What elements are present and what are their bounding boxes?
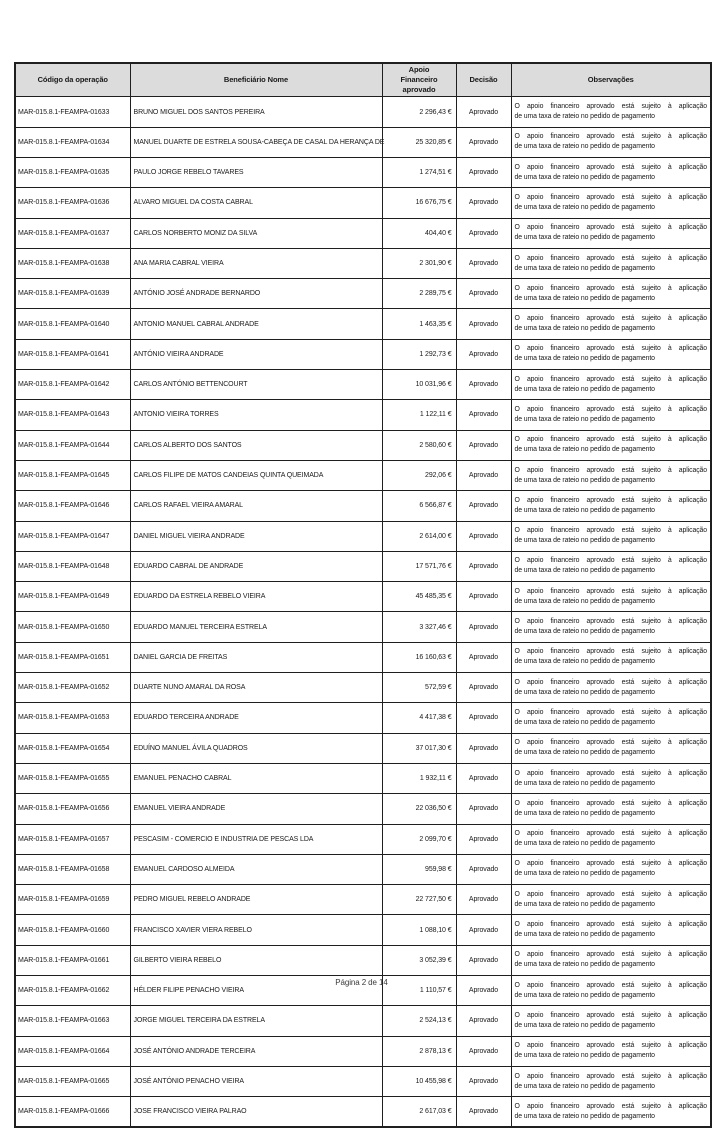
cell-apoio-financeiro: 22 727,50 € [382, 885, 456, 915]
cell-observacoes [511, 97, 711, 127]
observacao-linha-1: O apoio financeiro aprovado está sujeito à aplicação [514, 375, 707, 383]
cell-codigo-operacao: MAR-015.8.1-FEAMPA-01644 [15, 430, 130, 460]
cell-apoio-financeiro: 17 571,76 € [382, 551, 456, 581]
cell-decisao: Aprovado [456, 582, 511, 612]
observacao-linha-2: de uma taxa de rateio no pedido de pagamento [514, 1021, 655, 1029]
cell-decisao: Aprovado [456, 885, 511, 915]
cell-beneficiario-nome: PAULO JORGE REBELO TAVARES [130, 157, 382, 187]
cell-beneficiario-nome: CARLOS ANTÓNIO BETTENCOURT [130, 370, 382, 400]
cell-codigo-operacao: MAR-015.8.1-FEAMPA-01634 [15, 127, 130, 157]
observacao-linha-2: de uma taxa de rateio no pedido de pagamento [514, 809, 655, 817]
cell-decisao: Aprovado [456, 824, 511, 854]
cell-decisao: Aprovado [456, 460, 511, 490]
cell-observacoes [511, 551, 711, 581]
cell-beneficiario-nome: EDUARDO MANUEL TERCEIRA ESTRELA [130, 612, 382, 642]
table-row [15, 491, 711, 521]
cell-observacoes [511, 309, 711, 339]
observacao-linha-1: O apoio financeiro aprovado está sujeito à aplicação [514, 678, 707, 686]
cell-observacoes [511, 945, 711, 975]
cell-observacoes [511, 642, 711, 672]
cell-apoio-financeiro: 2 580,60 € [382, 430, 456, 460]
cell-codigo-operacao: MAR-015.8.1-FEAMPA-01645 [15, 460, 130, 490]
observacao-linha-1: O apoio financeiro aprovado está sujeito à aplicação [514, 860, 707, 868]
table-row [15, 248, 711, 278]
cell-decisao: Aprovado [456, 521, 511, 551]
observacao-linha-1: O apoio financeiro aprovado está sujeito à aplicação [514, 1102, 707, 1110]
cell-apoio-financeiro: 10 031,96 € [382, 370, 456, 400]
cell-beneficiario-nome: ALVARO MIGUEL DA COSTA CABRAL [130, 188, 382, 218]
cell-decisao: Aprovado [456, 491, 511, 521]
observacao-linha-1: O apoio financeiro aprovado está sujeito à aplicação [514, 284, 707, 292]
cell-apoio-financeiro: 2 617,03 € [382, 1097, 456, 1128]
col-header-observacoes: Observações [511, 63, 711, 97]
table-row [15, 1066, 711, 1096]
cell-observacoes [511, 1036, 711, 1066]
observacao-linha-1: O apoio financeiro aprovado está sujeito à aplicação [514, 466, 707, 474]
cell-apoio-financeiro: 292,06 € [382, 460, 456, 490]
table-row [15, 733, 711, 763]
observacao-linha-2: de uma taxa de rateio no pedido de pagamento [514, 840, 655, 848]
observacao-linha-1: O apoio financeiro aprovado está sujeito à aplicação [514, 527, 707, 535]
cell-decisao: Aprovado [456, 188, 511, 218]
observacao-linha-1: O apoio financeiro aprovado está sujeito à aplicação [514, 224, 707, 232]
cell-apoio-financeiro: 1 932,11 € [382, 763, 456, 793]
observacao-linha-1: O apoio financeiro aprovado está sujeito à aplicação [514, 557, 707, 565]
table-row [15, 824, 711, 854]
observacao-linha-1: O apoio financeiro aprovado está sujeito à aplicação [514, 496, 707, 504]
table-row [15, 97, 711, 127]
cell-codigo-operacao: MAR-015.8.1-FEAMPA-01633 [15, 97, 130, 127]
observacao-linha-2: de uma taxa de rateio no pedido de pagamento [514, 385, 655, 393]
table-row [15, 642, 711, 672]
observacao-linha-2: de uma taxa de rateio no pedido de pagamento [514, 567, 655, 575]
observacao-linha-1: O apoio financeiro aprovado está sujeito à aplicação [514, 1072, 707, 1080]
cell-beneficiario-nome: EMANUEL VIEIRA ANDRADE [130, 794, 382, 824]
cell-decisao: Aprovado [456, 157, 511, 187]
cell-apoio-financeiro: 2 099,70 € [382, 824, 456, 854]
cell-decisao: Aprovado [456, 794, 511, 824]
cell-decisao: Aprovado [456, 1066, 511, 1096]
cell-beneficiario-nome: EMANUEL PENACHO CABRAL [130, 763, 382, 793]
cell-decisao: Aprovado [456, 612, 511, 642]
cell-apoio-financeiro: 2 296,43 € [382, 97, 456, 127]
cell-codigo-operacao: MAR-015.8.1-FEAMPA-01658 [15, 854, 130, 884]
cell-observacoes [511, 188, 711, 218]
observacao-linha-2: de uma taxa de rateio no pedido de pagamento [514, 325, 655, 333]
cell-beneficiario-nome: DANIEL MIGUEL VIEIRA ANDRADE [130, 521, 382, 551]
cell-decisao: Aprovado [456, 945, 511, 975]
table-row [15, 885, 711, 915]
cell-beneficiario-nome: EDUARDO CABRAL DE ANDRADE [130, 551, 382, 581]
observacao-linha-2: de uma taxa de rateio no pedido de pagamento [514, 658, 655, 666]
table-row [15, 673, 711, 703]
table-row [15, 1097, 711, 1128]
observacao-linha-2: de uma taxa de rateio no pedido de pagamento [514, 234, 655, 242]
observacao-linha-2: de uma taxa de rateio no pedido de pagamento [514, 355, 655, 363]
observacao-linha-1: O apoio financeiro aprovado está sujeito à aplicação [514, 648, 707, 656]
cell-apoio-financeiro: 37 017,30 € [382, 733, 456, 763]
table-row [15, 945, 711, 975]
cell-beneficiario-nome: ANA MARIA CABRAL VIEIRA [130, 248, 382, 278]
cell-beneficiario-nome: EMANUEL CARDOSO ALMEIDA [130, 854, 382, 884]
cell-decisao: Aprovado [456, 400, 511, 430]
col-header-codigo-da-operacao: Código da operação [15, 63, 130, 97]
table-row [15, 1006, 711, 1036]
cell-observacoes [511, 521, 711, 551]
cell-beneficiario-nome: DUARTE NUNO AMARAL DA ROSA [130, 673, 382, 703]
observacao-linha-2: de uma taxa de rateio no pedido de pagamento [514, 597, 655, 605]
col-header-decisao: Decisão [456, 63, 511, 97]
cell-apoio-financeiro: 572,59 € [382, 673, 456, 703]
cell-codigo-operacao: MAR-015.8.1-FEAMPA-01648 [15, 551, 130, 581]
cell-codigo-operacao: MAR-015.8.1-FEAMPA-01636 [15, 188, 130, 218]
cell-apoio-financeiro: 2 301,90 € [382, 248, 456, 278]
cell-observacoes [511, 854, 711, 884]
cell-decisao: Aprovado [456, 763, 511, 793]
table-row [15, 582, 711, 612]
table-row [15, 551, 711, 581]
cell-codigo-operacao: MAR-015.8.1-FEAMPA-01659 [15, 885, 130, 915]
cell-decisao: Aprovado [456, 430, 511, 460]
observacao-linha-2: de uma taxa de rateio no pedido de pagamento [514, 870, 655, 878]
cell-observacoes [511, 218, 711, 248]
cell-codigo-operacao: MAR-015.8.1-FEAMPA-01635 [15, 157, 130, 187]
cell-observacoes [511, 673, 711, 703]
cell-apoio-financeiro: 3 327,46 € [382, 612, 456, 642]
table-row [15, 339, 711, 369]
cell-codigo-operacao: MAR-015.8.1-FEAMPA-01637 [15, 218, 130, 248]
observacao-linha-2: de uma taxa de rateio no pedido de pagamento [514, 688, 655, 696]
table-row [15, 370, 711, 400]
observacao-linha-1: O apoio financeiro aprovado está sujeito à aplicação [514, 951, 707, 959]
cell-observacoes [511, 1066, 711, 1096]
observacao-linha-2: de uma taxa de rateio no pedido de pagamento [514, 718, 655, 726]
observacao-linha-2: de uma taxa de rateio no pedido de pagamento [514, 173, 655, 181]
table-row [15, 309, 711, 339]
cell-apoio-financeiro: 1 088,10 € [382, 915, 456, 945]
observacao-linha-1: O apoio financeiro aprovado está sujeito à aplicação [514, 133, 707, 141]
header-row [15, 63, 711, 97]
col-header-apoio-financeiro-aprovado: Apoio Financeiro aprovado [382, 63, 456, 97]
cell-observacoes [511, 157, 711, 187]
cell-beneficiario-nome: CARLOS FILIPE DE MATOS CANDEIAS QUINTA QUEIMADA [130, 460, 382, 490]
cell-beneficiario-nome: FRANCISCO XAVIER VIERA REBELO [130, 915, 382, 945]
cell-codigo-operacao: MAR-015.8.1-FEAMPA-01641 [15, 339, 130, 369]
cell-decisao: Aprovado [456, 309, 511, 339]
observacao-linha-1: O apoio financeiro aprovado está sujeito à aplicação [514, 254, 707, 262]
observacao-linha-1: O apoio financeiro aprovado está sujeito à aplicação [514, 799, 707, 807]
cell-codigo-operacao: MAR-015.8.1-FEAMPA-01652 [15, 673, 130, 703]
cell-observacoes [511, 763, 711, 793]
table-body [15, 97, 711, 1128]
table-row [15, 1036, 711, 1066]
observacao-linha-2: de uma taxa de rateio no pedido de pagamento [514, 143, 655, 151]
cell-beneficiario-nome: JOSÉ ANTÓNIO ANDRADE TERCEIRA [130, 1036, 382, 1066]
cell-observacoes [511, 612, 711, 642]
observacao-linha-1: O apoio financeiro aprovado está sujeito à aplicação [514, 193, 707, 201]
cell-beneficiario-nome: EDUÍNO MANUEL ÁVILA QUADROS [130, 733, 382, 763]
cell-apoio-financeiro: 10 455,98 € [382, 1066, 456, 1096]
cell-observacoes [511, 279, 711, 309]
cell-codigo-operacao: MAR-015.8.1-FEAMPA-01649 [15, 582, 130, 612]
cell-beneficiario-nome: ANTONIO MANUEL CABRAL ANDRADE [130, 309, 382, 339]
cell-beneficiario-nome: CARLOS NORBERTO MONIZ DA SILVA [130, 218, 382, 248]
cell-beneficiario-nome: CARLOS RAFAEL VIEIRA AMARAL [130, 491, 382, 521]
observacao-linha-1: O apoio financeiro aprovado está sujeito à aplicação [514, 1011, 707, 1019]
cell-decisao: Aprovado [456, 1006, 511, 1036]
cell-decisao: Aprovado [456, 127, 511, 157]
cell-observacoes [511, 582, 711, 612]
observacao-linha-1: O apoio financeiro aprovado está sujeito à aplicação [514, 708, 707, 716]
table-row [15, 794, 711, 824]
cell-beneficiario-nome: PEDRO MIGUEL REBELO ANDRADE [130, 885, 382, 915]
cell-apoio-financeiro: 16 676,75 € [382, 188, 456, 218]
cell-beneficiario-nome: PESCASIM - COMERCIO E INDUSTRIA DE PESCAS LDA [130, 824, 382, 854]
cell-apoio-financeiro: 25 320,85 € [382, 127, 456, 157]
cell-codigo-operacao: MAR-015.8.1-FEAMPA-01655 [15, 763, 130, 793]
cell-observacoes [511, 127, 711, 157]
cell-codigo-operacao: MAR-015.8.1-FEAMPA-01639 [15, 279, 130, 309]
cell-observacoes [511, 703, 711, 733]
cell-observacoes [511, 491, 711, 521]
observacao-linha-2: de uma taxa de rateio no pedido de pagamento [514, 476, 655, 484]
cell-apoio-financeiro: 1 110,57 € [382, 975, 456, 1005]
cell-observacoes [511, 460, 711, 490]
table-row [15, 127, 711, 157]
cell-codigo-operacao: MAR-015.8.1-FEAMPA-01662 [15, 975, 130, 1005]
cell-codigo-operacao: MAR-015.8.1-FEAMPA-01653 [15, 703, 130, 733]
page-number: Página 2 de 14 [335, 978, 388, 987]
approvals-table [14, 62, 712, 1128]
cell-apoio-financeiro: 2 289,75 € [382, 279, 456, 309]
observacao-linha-2: de uma taxa de rateio no pedido de pagamento [514, 900, 655, 908]
cell-codigo-operacao: MAR-015.8.1-FEAMPA-01651 [15, 642, 130, 672]
cell-decisao: Aprovado [456, 642, 511, 672]
observacao-linha-2: de uma taxa de rateio no pedido de pagamento [514, 537, 655, 545]
cell-observacoes [511, 824, 711, 854]
observacao-linha-1: O apoio financeiro aprovado está sujeito à aplicação [514, 618, 707, 626]
cell-observacoes [511, 733, 711, 763]
cell-codigo-operacao: MAR-015.8.1-FEAMPA-01654 [15, 733, 130, 763]
observacao-linha-2: de uma taxa de rateio no pedido de pagamento [514, 628, 655, 636]
observacao-linha-1: O apoio financeiro aprovado está sujeito à aplicação [514, 315, 707, 323]
table-row [15, 157, 711, 187]
cell-decisao: Aprovado [456, 915, 511, 945]
observacao-linha-1: O apoio financeiro aprovado está sujeito à aplicação [514, 981, 707, 989]
cell-apoio-financeiro: 4 417,38 € [382, 703, 456, 733]
cell-observacoes [511, 248, 711, 278]
table-header [15, 63, 711, 97]
cell-observacoes [511, 1097, 711, 1128]
cell-codigo-operacao: MAR-015.8.1-FEAMPA-01657 [15, 824, 130, 854]
cell-codigo-operacao: MAR-015.8.1-FEAMPA-01664 [15, 1036, 130, 1066]
cell-beneficiario-nome: CARLOS ALBERTO DOS SANTOS [130, 430, 382, 460]
observacao-linha-2: de uma taxa de rateio no pedido de pagamento [514, 961, 655, 969]
table-row [15, 460, 711, 490]
table-row [15, 218, 711, 248]
cell-codigo-operacao: MAR-015.8.1-FEAMPA-01642 [15, 370, 130, 400]
cell-decisao: Aprovado [456, 975, 511, 1005]
cell-apoio-financeiro: 1 122,11 € [382, 400, 456, 430]
table-row [15, 854, 711, 884]
cell-observacoes [511, 794, 711, 824]
cell-decisao: Aprovado [456, 97, 511, 127]
table-row [15, 703, 711, 733]
cell-codigo-operacao: MAR-015.8.1-FEAMPA-01647 [15, 521, 130, 551]
cell-decisao: Aprovado [456, 551, 511, 581]
cell-observacoes [511, 339, 711, 369]
table-row [15, 612, 711, 642]
cell-beneficiario-nome: GILBERTO VIEIRA REBELO [130, 945, 382, 975]
cell-apoio-financeiro: 16 160,63 € [382, 642, 456, 672]
cell-decisao: Aprovado [456, 1097, 511, 1128]
observacao-linha-1: O apoio financeiro aprovado está sujeito à aplicação [514, 587, 707, 595]
cell-codigo-operacao: MAR-015.8.1-FEAMPA-01663 [15, 1006, 130, 1036]
observacao-linha-2: de uma taxa de rateio no pedido de pagamento [514, 203, 655, 211]
cell-codigo-operacao: MAR-015.8.1-FEAMPA-01656 [15, 794, 130, 824]
cell-decisao: Aprovado [456, 854, 511, 884]
observacao-linha-1: O apoio financeiro aprovado está sujeito à aplicação [514, 103, 707, 111]
table-row [15, 915, 711, 945]
table-row [15, 430, 711, 460]
observacao-linha-1: O apoio financeiro aprovado está sujeito à aplicação [514, 345, 707, 353]
cell-apoio-financeiro: 1 274,51 € [382, 157, 456, 187]
cell-decisao: Aprovado [456, 218, 511, 248]
observacao-linha-2: de uma taxa de rateio no pedido de pagamento [514, 991, 655, 999]
cell-decisao: Aprovado [456, 673, 511, 703]
observacao-linha-1: O apoio financeiro aprovado está sujeito à aplicação [514, 921, 707, 929]
observacao-linha-2: de uma taxa de rateio no pedido de pagamento [514, 113, 655, 121]
cell-beneficiario-nome: MANUEL DUARTE DE ESTRELA SOUSA-CABEÇA DE CASAL DA HERANÇA DE [130, 127, 382, 157]
cell-apoio-financeiro: 6 566,87 € [382, 491, 456, 521]
observacao-linha-2: de uma taxa de rateio no pedido de pagamento [514, 1082, 655, 1090]
table-row [15, 521, 711, 551]
cell-observacoes [511, 915, 711, 945]
observacao-linha-2: de uma taxa de rateio no pedido de pagamento [514, 446, 655, 454]
cell-apoio-financeiro: 404,40 € [382, 218, 456, 248]
cell-apoio-financeiro: 2 614,00 € [382, 521, 456, 551]
observacao-linha-1: O apoio financeiro aprovado está sujeito à aplicação [514, 1042, 707, 1050]
cell-codigo-operacao: MAR-015.8.1-FEAMPA-01665 [15, 1066, 130, 1096]
cell-apoio-financeiro: 2 524,13 € [382, 1006, 456, 1036]
cell-observacoes [511, 1006, 711, 1036]
cell-codigo-operacao: MAR-015.8.1-FEAMPA-01646 [15, 491, 130, 521]
observacao-linha-1: O apoio financeiro aprovado está sujeito à aplicação [514, 163, 707, 171]
observacao-linha-1: O apoio financeiro aprovado está sujeito à aplicação [514, 769, 707, 777]
table-row [15, 763, 711, 793]
cell-codigo-operacao: MAR-015.8.1-FEAMPA-01650 [15, 612, 130, 642]
observacao-linha-1: O apoio financeiro aprovado está sujeito à aplicação [514, 830, 707, 838]
cell-beneficiario-nome: ANTONIO VIEIRA TORRES [130, 400, 382, 430]
cell-codigo-operacao: MAR-015.8.1-FEAMPA-01643 [15, 400, 130, 430]
observacao-linha-2: de uma taxa de rateio no pedido de pagamento [514, 749, 655, 757]
observacao-linha-2: de uma taxa de rateio no pedido de pagamento [514, 506, 655, 514]
cell-apoio-financeiro: 1 463,35 € [382, 309, 456, 339]
cell-apoio-financeiro: 959,98 € [382, 854, 456, 884]
cell-observacoes [511, 400, 711, 430]
cell-observacoes [511, 885, 711, 915]
cell-apoio-financeiro: 2 878,13 € [382, 1036, 456, 1066]
table-row [15, 279, 711, 309]
cell-codigo-operacao: MAR-015.8.1-FEAMPA-01666 [15, 1097, 130, 1128]
observacao-linha-2: de uma taxa de rateio no pedido de pagamento [514, 931, 655, 939]
cell-decisao: Aprovado [456, 1036, 511, 1066]
observacao-linha-2: de uma taxa de rateio no pedido de pagamento [514, 1052, 655, 1060]
observacao-linha-1: O apoio financeiro aprovado está sujeito à aplicação [514, 436, 707, 444]
cell-beneficiario-nome: EDUARDO DA ESTRELA REBELO VIEIRA [130, 582, 382, 612]
cell-apoio-financeiro: 22 036,50 € [382, 794, 456, 824]
cell-apoio-financeiro: 45 485,35 € [382, 582, 456, 612]
table-row [15, 188, 711, 218]
cell-beneficiario-nome: BRUNO MIGUEL DOS SANTOS PEREIRA [130, 97, 382, 127]
cell-codigo-operacao: MAR-015.8.1-FEAMPA-01640 [15, 309, 130, 339]
observacao-linha-2: de uma taxa de rateio no pedido de pagamento [514, 294, 655, 302]
cell-codigo-operacao: MAR-015.8.1-FEAMPA-01661 [15, 945, 130, 975]
cell-decisao: Aprovado [456, 370, 511, 400]
observacao-linha-2: de uma taxa de rateio no pedido de pagamento [514, 1112, 655, 1120]
cell-apoio-financeiro: 3 052,39 € [382, 945, 456, 975]
cell-apoio-financeiro: 1 292,73 € [382, 339, 456, 369]
cell-beneficiario-nome: JOSÉ ANTÓNIO PENACHO VIEIRA [130, 1066, 382, 1096]
table-row [15, 400, 711, 430]
cell-beneficiario-nome: ANTÓNIO JOSÉ ANDRADE BERNARDO [130, 279, 382, 309]
cell-beneficiario-nome: EDUARDO TERCEIRA ANDRADE [130, 703, 382, 733]
cell-observacoes [511, 430, 711, 460]
cell-beneficiario-nome: JORGE MIGUEL TERCEIRA DA ESTRELA [130, 1006, 382, 1036]
observacao-linha-1: O apoio financeiro aprovado está sujeito à aplicação [514, 405, 707, 413]
cell-beneficiario-nome: JOSE FRANCISCO VIEIRA PALRAO [130, 1097, 382, 1128]
observacao-linha-2: de uma taxa de rateio no pedido de pagamento [514, 415, 655, 423]
cell-decisao: Aprovado [456, 339, 511, 369]
cell-beneficiario-nome: ANTÓNIO VIEIRA ANDRADE [130, 339, 382, 369]
observacao-linha-2: de uma taxa de rateio no pedido de pagamento [514, 779, 655, 787]
cell-codigo-operacao: MAR-015.8.1-FEAMPA-01638 [15, 248, 130, 278]
observacao-linha-1: O apoio financeiro aprovado está sujeito à aplicação [514, 739, 707, 747]
observacao-linha-2: de uma taxa de rateio no pedido de pagamento [514, 264, 655, 272]
cell-decisao: Aprovado [456, 703, 511, 733]
cell-beneficiario-nome: HÉLDER FILIPE PENACHO VIEIRA [130, 975, 382, 1005]
cell-observacoes [511, 370, 711, 400]
cell-decisao: Aprovado [456, 279, 511, 309]
observacao-linha-1: O apoio financeiro aprovado está sujeito à aplicação [514, 890, 707, 898]
cell-decisao: Aprovado [456, 733, 511, 763]
col-header-beneficiario-nome: Beneficiário Nome [130, 63, 382, 97]
cell-beneficiario-nome: DANIEL GARCIA DE FREITAS [130, 642, 382, 672]
cell-codigo-operacao: MAR-015.8.1-FEAMPA-01660 [15, 915, 130, 945]
cell-decisao: Aprovado [456, 248, 511, 278]
